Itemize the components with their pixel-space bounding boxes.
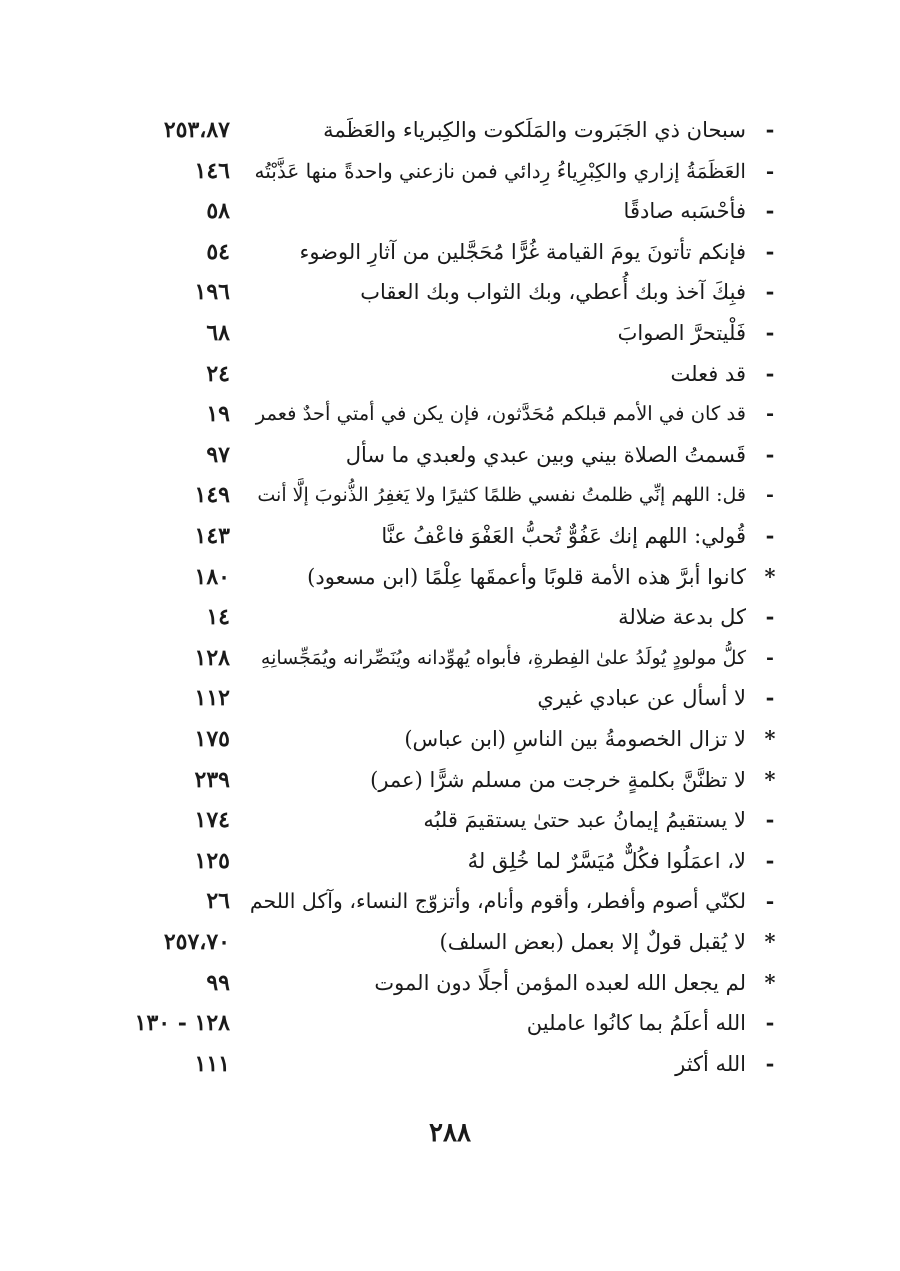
dash-marker: - bbox=[765, 158, 775, 183]
dash-marker: - bbox=[765, 238, 775, 264]
entry-text: الله أعلَمُ بما كانُوا عاملين bbox=[526, 1011, 746, 1036]
entry-text-container bbox=[250, 881, 780, 921]
entry-page-refs: ١٢٨ bbox=[194, 644, 230, 671]
entry-text: لا يستقيمُ إيمانُ عبد حتىٰ يستقيمَ قلبُه bbox=[423, 808, 746, 833]
index-entry bbox=[0, 760, 900, 800]
entry-text: قُولي: اللهم إنك عَفُوٌّ تُحبُّ العَفْوَ فاعْفُ عنَّا bbox=[381, 524, 746, 548]
entry-text-container bbox=[404, 719, 780, 759]
index-entry bbox=[0, 800, 900, 840]
entry-text-container bbox=[527, 1003, 780, 1043]
dash-marker: - bbox=[765, 279, 775, 305]
entry-text: قل: اللهم إنِّي ظلمتُ نفسي ظلمًا كثيرًا ولا يَغفِرُ الذُّنوبَ إلَّا أنت bbox=[257, 484, 746, 507]
asterisk-marker: * bbox=[764, 969, 776, 995]
dash-marker: - bbox=[765, 604, 775, 630]
index-entry bbox=[0, 638, 900, 678]
entry-page-refs: ٦٨ bbox=[206, 320, 230, 346]
entry-page-refs: ٥٤ bbox=[206, 238, 230, 265]
index-entry bbox=[0, 1044, 900, 1084]
entry-page-refs: ١١٢ bbox=[194, 685, 230, 712]
dash-marker: - bbox=[765, 807, 775, 833]
entry-text: كل بدعة ضلالة bbox=[618, 605, 746, 630]
dash-marker: - bbox=[765, 360, 775, 386]
entry-page-refs: ٢٣٩ bbox=[194, 766, 230, 793]
index-entry bbox=[0, 557, 900, 597]
index-entry bbox=[0, 435, 900, 475]
entry-text-container bbox=[299, 232, 780, 272]
entry-page-refs: ١٧٥ bbox=[194, 726, 230, 752]
entry-page-refs: ١٤٩ bbox=[194, 482, 230, 509]
index-entry bbox=[0, 922, 900, 962]
index-entry bbox=[0, 516, 900, 556]
dash-marker: - bbox=[765, 198, 775, 224]
asterisk-marker: * bbox=[764, 766, 776, 792]
entry-text: لا يُقبل قولٌ إلا بعمل (بعض السلف) bbox=[439, 930, 746, 954]
entry-text-container bbox=[440, 922, 780, 962]
entry-text: كلُّ مولودٍ يُولَدُ علىٰ الفِطرةِ، فأبواه يُهوِّدانه ويُنَصِّرانه ويُمَجِّسانِهِ bbox=[260, 646, 746, 669]
entry-text-container bbox=[323, 110, 780, 150]
entry-page-refs: ١٢٨ - ١٣٠ bbox=[134, 1010, 230, 1037]
entry-text: قد كان في الأمم قبلكم مُحَدَّثون، فإن يكن في أمتي أحدٌ فعمر bbox=[255, 402, 746, 426]
index-entry bbox=[0, 1003, 900, 1043]
entry-text-container bbox=[261, 638, 780, 678]
entry-text-container bbox=[671, 354, 780, 394]
entry-page-refs: ١٢٥ bbox=[194, 847, 230, 874]
entry-page-refs: ٢٥٧،٧٠ bbox=[163, 929, 230, 955]
entry-page-refs: ٢٤ bbox=[206, 360, 230, 387]
entry-text-container bbox=[675, 1044, 780, 1084]
dash-marker: - bbox=[765, 847, 775, 873]
entry-text: قد فعلت bbox=[670, 361, 746, 386]
entry-text: لا تزال الخصومةُ بين الناسِ (ابن عباس) bbox=[404, 727, 746, 751]
entry-text: لكنّي أصوم وأفطر، وأقوم وأنام، وأتزوّج النساء، وآكل اللحم bbox=[249, 889, 746, 914]
index-entry bbox=[0, 719, 900, 759]
index-entry bbox=[0, 881, 900, 921]
dash-marker: - bbox=[766, 484, 774, 507]
asterisk-marker: * bbox=[764, 726, 776, 751]
entry-text-container bbox=[346, 435, 780, 475]
entry-text: لا أسأل عن عبادي غيري bbox=[537, 686, 746, 711]
entry-page-refs: ٩٧ bbox=[206, 441, 230, 468]
entry-text: لا، اعمَلُوا فكُلٌّ مُيَسَّرٌ لما خُلِق لهُ bbox=[467, 848, 746, 873]
entry-text-container bbox=[370, 760, 780, 800]
dash-marker: - bbox=[765, 320, 775, 345]
entry-text-container bbox=[374, 963, 780, 1003]
entry-text-container bbox=[618, 313, 780, 353]
entry-text-container bbox=[307, 557, 780, 597]
entry-text-container bbox=[423, 800, 780, 840]
entry-text-container bbox=[381, 516, 780, 556]
dash-marker: - bbox=[765, 889, 775, 914]
dash-marker: - bbox=[765, 1010, 775, 1036]
entry-text: كانوا أبرَّ هذه الأمة قلوبًا وأعمقَها عِلْمًا (ابن مسعود) bbox=[307, 564, 746, 589]
entry-text: فَلْيتحرَّ الصوابَ bbox=[617, 321, 746, 345]
entry-text-container bbox=[624, 191, 780, 231]
entry-text-container bbox=[257, 475, 780, 515]
dash-marker: - bbox=[765, 441, 775, 467]
dash-marker: - bbox=[765, 1050, 775, 1076]
entry-page-refs: ١٩٦ bbox=[194, 279, 230, 306]
entry-page-refs: ٩٩ bbox=[206, 969, 230, 996]
entry-page-refs: ١٤٣ bbox=[194, 523, 230, 549]
index-entry bbox=[0, 354, 900, 394]
dash-marker: - bbox=[765, 402, 775, 426]
entry-page-refs: ١١١ bbox=[194, 1050, 230, 1077]
dash-marker: - bbox=[765, 685, 775, 711]
entry-text-container bbox=[468, 841, 780, 881]
entry-page-refs: ٢٦ bbox=[206, 888, 230, 915]
entry-page-refs: ١٤ bbox=[206, 604, 230, 631]
entry-text: فإنكم تأتونَ يومَ القيامة غُرًّا مُحَجَّلين من آثارِ الوضوء bbox=[299, 239, 746, 264]
entry-page-refs: ٢٥٣،٨٧ bbox=[163, 117, 230, 143]
index-entry bbox=[0, 191, 900, 231]
index-entry bbox=[0, 151, 900, 191]
page-number: ٢٨٨ bbox=[429, 1118, 471, 1148]
index-entry bbox=[0, 272, 900, 312]
index-entry bbox=[0, 963, 900, 1003]
dash-marker: - bbox=[765, 523, 775, 548]
entry-text-container bbox=[256, 394, 780, 434]
index-entry bbox=[0, 475, 900, 515]
entry-text: لا تظنَّنَّ بكلمةٍ خرجت من مسلم شرًّا (عمر) bbox=[370, 767, 746, 792]
entry-page-refs: ١٧٤ bbox=[194, 807, 230, 834]
entry-text-container bbox=[618, 597, 780, 637]
asterisk-marker: * bbox=[764, 929, 776, 954]
entry-text: سبحان ذي الجَبَروت والمَلَكوت والكِبرياء والعَظَمة bbox=[323, 118, 746, 142]
dash-marker: - bbox=[765, 117, 775, 142]
index-entry bbox=[0, 394, 900, 434]
asterisk-marker: * bbox=[764, 563, 776, 589]
entry-text: الله أكثر bbox=[675, 1051, 746, 1076]
entry-page-refs: ٥٨ bbox=[206, 198, 230, 225]
entry-text: قَسمتُ الصلاة بيني وبين عبدي ولعبدي ما سأل bbox=[345, 442, 746, 467]
entry-text-container bbox=[360, 272, 780, 312]
index-entry bbox=[0, 313, 900, 353]
index-entry bbox=[0, 841, 900, 881]
entry-page-refs: ١٩ bbox=[206, 401, 230, 428]
entry-text: العَظَمَةُ إزاري والكِبْرِياءُ رِدائي فمن نازعني واحدةً منها عَذَّبْتُه bbox=[254, 158, 746, 183]
dash-marker: - bbox=[766, 646, 774, 669]
index-entry bbox=[0, 678, 900, 718]
entry-text: لم يجعل الله لعبده المؤمن أجلًا دون الموت bbox=[374, 970, 746, 995]
entry-text: فبِكَ آخذ وبك أُعطي، وبك الثواب وبك العقاب bbox=[360, 280, 746, 305]
entry-page-refs: ١٨٠ bbox=[194, 563, 230, 590]
index-entry bbox=[0, 110, 900, 150]
index-entry bbox=[0, 232, 900, 272]
index-entry bbox=[0, 597, 900, 637]
entry-text-container bbox=[537, 678, 780, 718]
entry-page-refs: ١٤٦ bbox=[194, 157, 230, 184]
entry-text: فأحْسَبه صادقًا bbox=[623, 199, 746, 224]
entry-text-container bbox=[255, 151, 780, 191]
